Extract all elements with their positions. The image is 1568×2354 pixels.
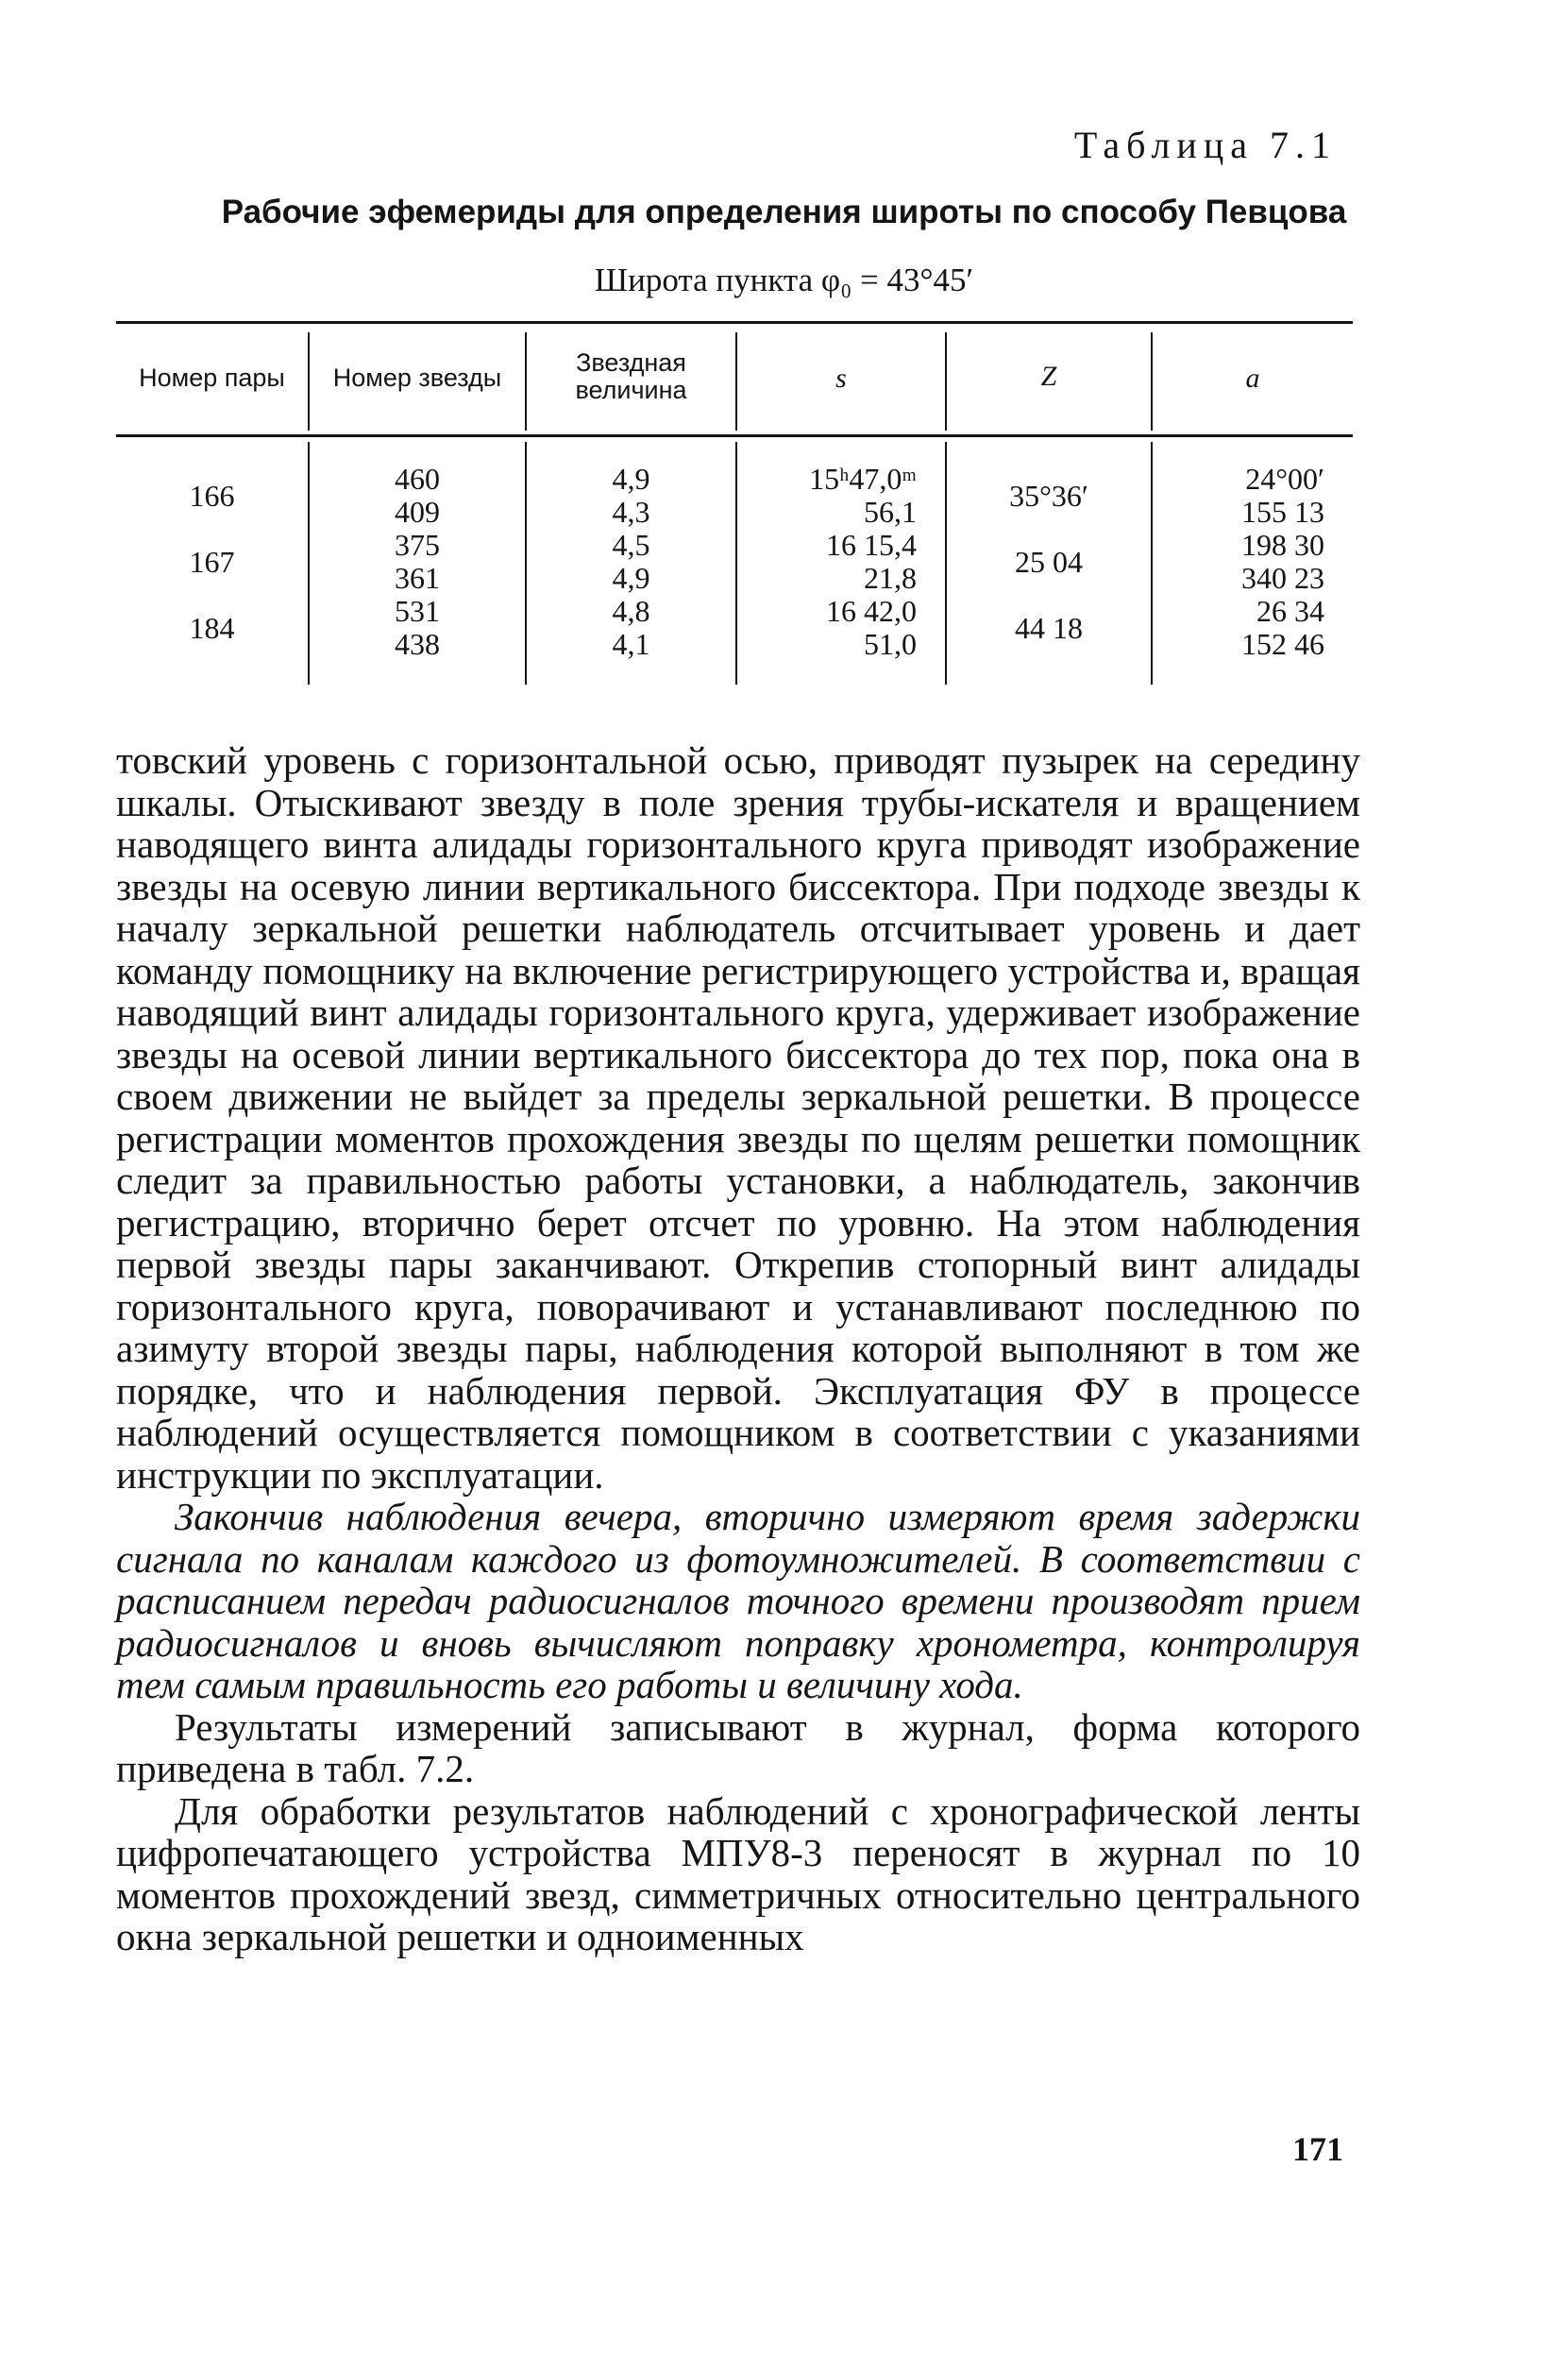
body-text — [116, 739, 1360, 1958]
table-cell: 26 34 — [1256, 594, 1324, 628]
column-s — [737, 463, 917, 661]
table-cell: 4,8 — [612, 594, 650, 628]
paragraph: Закончив наблюдения вечера, вторично измеряют время задержки сигнала по каналам каждого из фотоумножителей. В соответствии с расписанием передач радиосигналов точного времени производят прием радиосигналов и вновь вычисляют поправку хронометра, контролируя тем самым правильность его работы и величину хода. — [116, 1495, 1360, 1706]
table-cell: 184 — [189, 611, 235, 645]
table-header-rule — [116, 434, 1353, 437]
header-magnitude-line1: Звездная — [576, 348, 686, 377]
table-cell: 16 42,0 — [826, 594, 917, 628]
column-z — [947, 480, 1151, 645]
table-cell: 25 04 — [1015, 545, 1083, 579]
header-magnitude-line2: величина — [575, 376, 687, 404]
table-cell: 24°00′ — [1245, 462, 1324, 496]
table-cell: 4,9 — [612, 561, 650, 595]
table-cell: 340 23 — [1241, 561, 1324, 595]
table-cell: 4,9 — [612, 462, 650, 496]
table-cell: 409 — [395, 495, 440, 529]
ephemeris-table — [116, 321, 1353, 689]
table-cell: 16 15,4 — [826, 528, 917, 562]
table-cell: 56,1 — [864, 495, 917, 529]
column-a — [1153, 463, 1324, 661]
table-cell: 167 — [189, 545, 235, 579]
table-top-rule — [116, 321, 1353, 324]
table-cell: 460 — [395, 462, 440, 496]
table-cell: 21,8 — [864, 561, 917, 595]
table-cell: 15ʰ47,0ᵐ — [809, 462, 917, 496]
table-cell: 4,5 — [612, 528, 650, 562]
column-star — [310, 463, 525, 661]
header-magnitude — [527, 349, 735, 404]
header-s: s — [835, 363, 847, 394]
table-cell: 4,1 — [612, 627, 650, 661]
header-z: Z — [1040, 361, 1057, 392]
table-label: Таблица 7.1 — [1073, 124, 1337, 166]
table-cell: 51,0 — [864, 627, 917, 661]
page-number: 171 — [1292, 2130, 1343, 2168]
table-cell: 44 18 — [1015, 611, 1083, 645]
table-title: Рабочие эфемериды для определения широты по способу Певцова — [221, 194, 1347, 230]
table-subtitle: Широта пункта φ₀ = 43°45′ — [594, 262, 974, 298]
column-magnitude — [527, 463, 735, 661]
table-cell: 198 30 — [1241, 528, 1324, 562]
table-cell: 166 — [189, 479, 235, 513]
header-star: Номер звезды — [332, 364, 502, 392]
paragraph: Для обработки результатов наблюдений с хронографической ленты цифропечатающего устройства МПУ8-3 переносят в журнал по 10 моментов прохождений звезд, симметричных относительно центрального окна зеркальной решетки и одноименных — [116, 1788, 1360, 1958]
table-cell: 375 — [395, 528, 440, 562]
paragraph: товский уровень с горизонтальной осью, приводят пузырек на середину шкалы. Отыскивают звезду в поле зрения трубы-искателя и вращением наводящего винта алидады горизонтального круга приводят изображение звезды на осевую линии вертикального биссектора. При подходе звезды к началу зеркальной решетки наблюдатель отсчитывает уровень и дает команду помощнику на включение регистрирующего устройства и, вращая наводящий винт алидады горизонтального круга, удерживает изображение звезды на осевой линии вертикального биссектора до тех пор, пока она в своем движении не выйдет за пределы зеркальной решетки. В процессе регистрации моментов прохождения звезды по щелям решетки помощник следит за правильностью работы установки, а наблюдатель, закончив регистрацию, вторично берет отсчет по уровню. На этом наблюдения первой звезды пары заканчивают. Открепив стопорный винт алидады горизонтального круга, поворачивают и устанавливают последнюю по азимуту второй звезды пары, наблюдения которой выполняют в том же порядке, что и наблюдения первой. Эксплуатация ФУ в процессе наблюдений осуществляется помощником в соответствии с указаниями инструкции по эксплуатации. — [116, 738, 1360, 1497]
table-cell: 4,3 — [612, 495, 650, 529]
header-pair: Номер пары — [139, 364, 285, 392]
table-cell: 361 — [395, 561, 440, 595]
table-cell: 155 13 — [1241, 495, 1324, 529]
table-cell: 152 46 — [1241, 627, 1324, 661]
column-pair — [116, 480, 308, 645]
table-cell: 438 — [395, 627, 440, 661]
header-a: a — [1245, 363, 1260, 394]
table-cell: 531 — [395, 594, 440, 628]
table-cell: 35°36′ — [1009, 479, 1088, 513]
paragraph: Результаты измерений записывают в журнал, форма которого приведена в табл. 7.2. — [116, 1704, 1360, 1790]
